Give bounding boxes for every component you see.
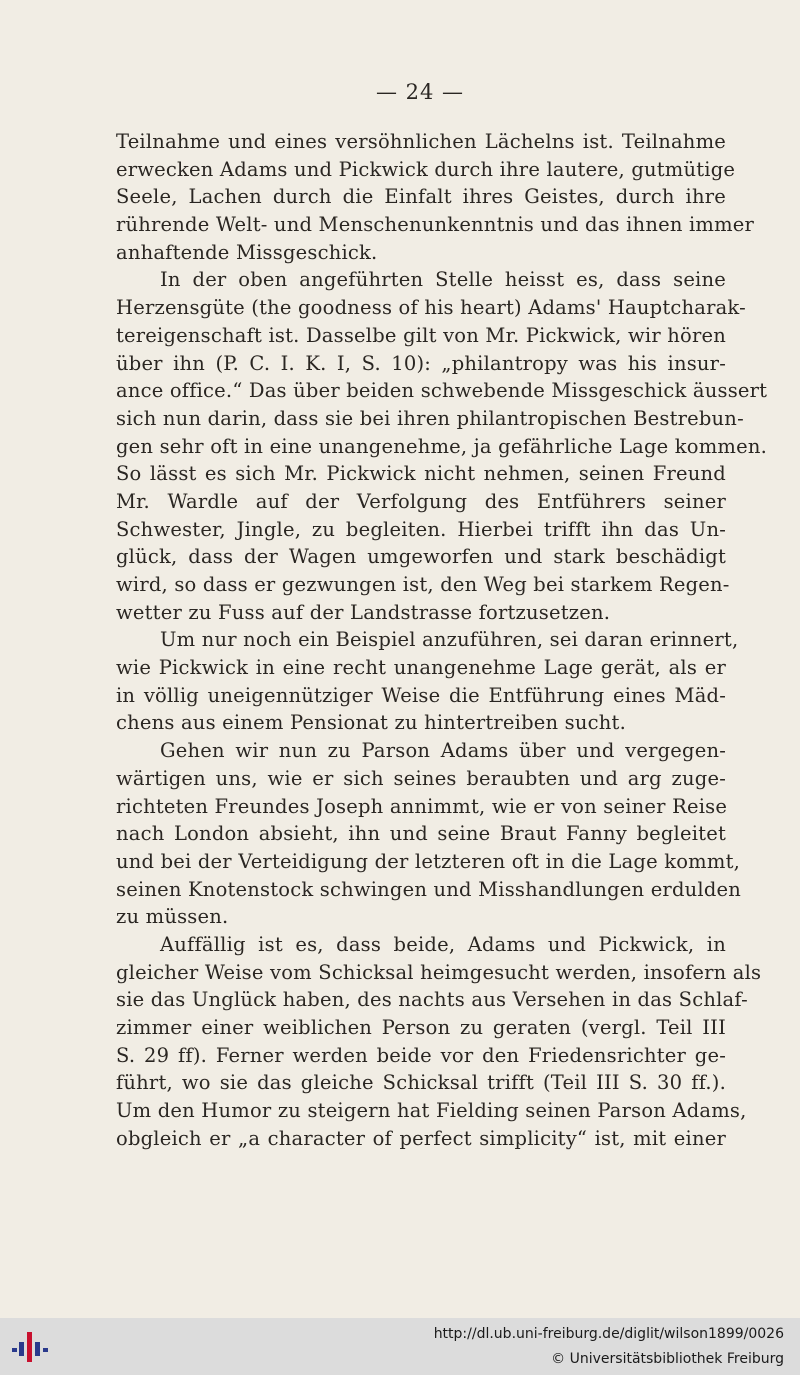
- text-line: gen sehr oft in eine unangenehme, ja gefährliche Lage kommen.: [116, 434, 768, 458]
- text-line: Schwester, Jingle, zu begleiten. Hierbei trifft ihn das Un-: [116, 517, 726, 541]
- text-line: wetter zu Fuss auf der Landstrasse fortzusetzen.: [116, 600, 611, 624]
- text-line: Gehen wir nun zu Parson Adams über und vergegen-: [160, 739, 726, 763]
- text-line: seinen Knotenstock schwingen und Misshandlungen erdulden: [116, 877, 742, 901]
- text-line: führt, wo sie das gleiche Schicksal trifft (Teil III S. 30 ff.).: [116, 1071, 726, 1095]
- text-line: obgleich er „a character of perfect simplicity“ ist, mit einer: [116, 1126, 726, 1150]
- text-line: glück, dass der Wagen umgeworfen und stark beschädigt: [116, 545, 726, 569]
- text-line: Um nur noch ein Beispiel anzuführen, sei daran erinnert,: [160, 628, 739, 652]
- text-line: rührende Welt- und Menschenunkenntnis und das ihnen immer: [116, 213, 755, 237]
- text-line: ance office.“ Das über beiden schwebende Missgeschick äussert: [116, 379, 768, 403]
- text-line: wärtigen uns, wie er sich seines beraubten und arg zuge-: [116, 766, 726, 790]
- text-line: in völlig uneigennütziger Weise die Entführung eines Mäd-: [116, 683, 726, 707]
- body-text: [116, 128, 768, 1152]
- text-line: wie Pickwick in eine recht unangenehme Lage gerät, als er: [116, 656, 726, 680]
- permalink-url[interactable]: http://dl.ub.uni-freiburg.de/diglit/wilson1899/0026: [433, 1326, 784, 1342]
- text-line: gleicher Weise vom Schicksal heimgesucht werden, insofern als: [116, 960, 762, 984]
- text-line: sie das Unglück haben, des nachts aus Versehen in das Schlaf-: [116, 988, 748, 1012]
- text-line: Teilnahme und eines versöhnlichen Lächelns ist. Teilnahme: [116, 130, 726, 153]
- text-line: über ihn (P. C. I. K. I, S. 10): „philantropy was his insur-: [116, 351, 726, 375]
- text-line: zu müssen.: [116, 905, 229, 929]
- text-line: Herzensgüte (the goodness of his heart) Adams' Hauptcharak-: [116, 296, 746, 320]
- text-line: tereigenschaft ist. Dasselbe gilt von Mr. Pickwick, wir hören: [116, 323, 726, 347]
- text-line: Seele, Lachen durch die Einfalt ihres Geistes, durch ihre: [116, 185, 726, 209]
- text-line: Um den Humor zu steigern hat Fielding seinen Parson Adams,: [116, 1099, 747, 1123]
- text-line: chens aus einem Pensionat zu hintertreiben sucht.: [116, 711, 626, 735]
- text-line: wird, so dass er gezwungen ist, den Weg bei starkem Regen-: [116, 573, 730, 596]
- text-line: sich nun darin, dass sie bei ihren philantropischen Bestrebun-: [116, 406, 744, 430]
- text-line: Mr. Wardle auf der Verfolgung des Entführers seiner: [116, 489, 726, 513]
- text-line: S. 29 ff). Ferner werden beide vor den Friedensrichter ge-: [116, 1043, 726, 1067]
- text-line: und bei der Verteidigung der letzteren oft in die Lage kommt,: [116, 849, 741, 873]
- text-line: anhaftende Missgeschick.: [116, 240, 378, 264]
- page-number: — 24 —: [375, 80, 465, 104]
- text-line: nach London absieht, ihn und seine Braut Fanny begleitet: [116, 822, 726, 846]
- text-line: richteten Freundes Joseph annimmt, wie er von seiner Reise: [116, 794, 728, 818]
- text-line: zimmer einer weiblichen Person zu geraten (vergl. Teil III: [116, 1016, 726, 1039]
- text-line: In der oben angeführten Stelle heisst es, dass seine: [160, 268, 726, 292]
- text-line: So lässt es sich Mr. Pickwick nicht nehmen, seinen Freund: [116, 462, 726, 486]
- text-line: Auffällig ist es, dass beide, Adams und Pickwick, in: [160, 932, 726, 956]
- ub-freiburg-logo-icon: [10, 1330, 50, 1364]
- text-line: erwecken Adams und Pickwick durch ihre lautere, gutmütige: [116, 157, 736, 181]
- copyright-notice: © Universitätsbibliothek Freiburg: [551, 1351, 784, 1367]
- viewer-footer: [0, 1318, 800, 1375]
